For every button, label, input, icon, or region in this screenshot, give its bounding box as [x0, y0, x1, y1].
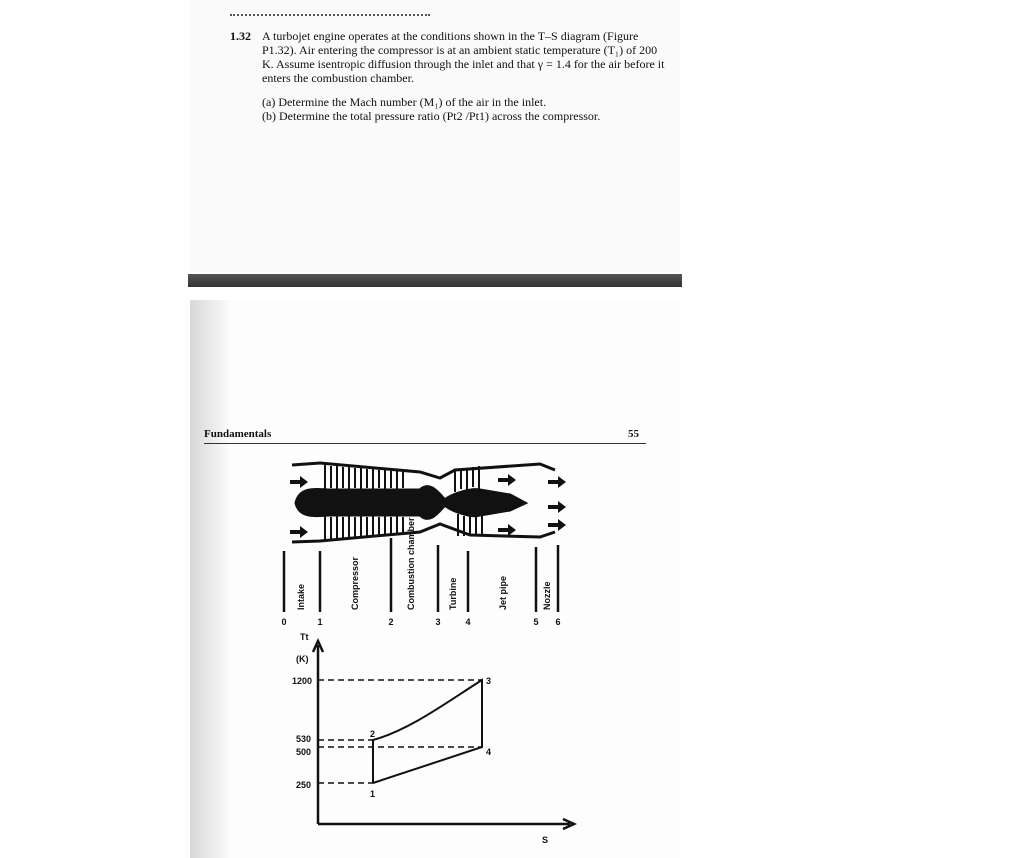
- section-jet-pipe: Jet pipe: [498, 575, 508, 610]
- point-3: 3: [486, 676, 492, 686]
- x-axis: [318, 819, 574, 829]
- point-4: 4: [486, 747, 492, 757]
- station-0: 0: [281, 617, 287, 627]
- tick-500: 500: [296, 747, 312, 757]
- y-label: Tt: [300, 632, 309, 642]
- problem-number: 1.32: [230, 29, 251, 43]
- ts-diagram: [292, 632, 574, 845]
- x-label: S: [542, 835, 549, 845]
- section-intake: Intake: [296, 583, 306, 610]
- station-1: 1: [317, 617, 323, 627]
- part-a: (a) Determine the Mach number (M₁) of the air in the inlet.: [262, 95, 547, 109]
- part-b: (b) Determine the total pressure ratio (Pt2 /Pt1) across the compressor.: [262, 109, 601, 123]
- problem-text: A turbojet engine operates at the conditions shown in the T–S diagram (Figure P1.32). Air entering the compressor is at an ambient static temperature (T₁) of 200 K. Assume isentropic diffusion through the inlet and that γ = 1.4 for the air before it enters the combustion chamber.: [262, 29, 665, 85]
- point-2: 2: [370, 729, 376, 739]
- station-2: 2: [388, 617, 394, 627]
- station-5: 5: [533, 617, 539, 627]
- tick-1200: 1200: [292, 676, 313, 686]
- station-3: 3: [435, 617, 441, 627]
- section-combustion-label: Combustion chamber: [406, 517, 416, 610]
- running-header: Fundamentals: [204, 428, 272, 440]
- y-axis: [313, 641, 323, 824]
- cycle-path: [373, 680, 482, 783]
- section-combustion: [406, 517, 416, 610]
- tick-250: 250: [296, 780, 312, 790]
- tick-530: 530: [296, 734, 312, 744]
- y-unit: (K): [296, 654, 309, 664]
- section-turbine: Turbine: [448, 577, 458, 610]
- section-nozzle: Nozzle: [542, 581, 552, 610]
- page-number: 55: [628, 428, 639, 440]
- station-6: 6: [555, 617, 561, 627]
- station-lines: [284, 538, 558, 612]
- section-compressor: Compressor: [350, 556, 360, 610]
- point-1: 1: [370, 789, 376, 799]
- station-4: 4: [465, 617, 471, 627]
